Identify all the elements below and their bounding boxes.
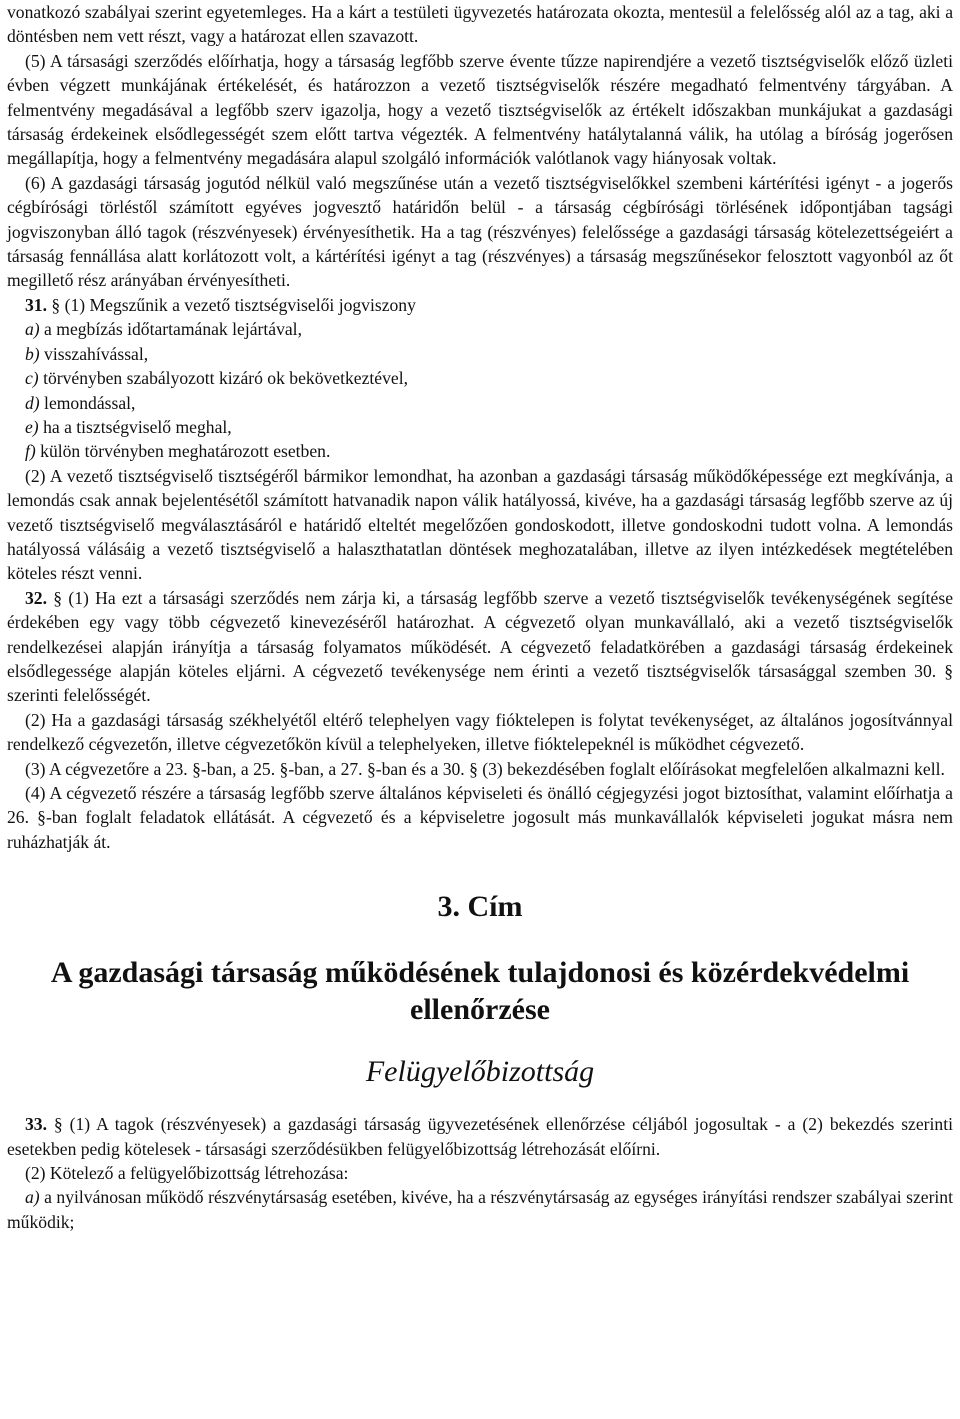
paragraph-31-2: (2) A vezető tisztségviselő tisztségéről bármikor lemondhat, ha azonban a gazdasági társaság működőképessége ezt megkívánja, a lemondás csak annak bejelentésétől számított hatvanadik napon válik hatályossá, kivéve, ha a gazdasági társaság legfőbb szerve az új vezető tisztségviselő megválasztásáról e határidő elteltét megelőzően gondoskodott, illetve gondoskodni tudott volna. A lemondás hatályossá válásáig a vezető tisztségviselő a halaszthatatlan döntések meghozatalában, illetve az ilyen intézkedések megtételében köteles részt venni.	[7, 465, 953, 584]
section-32-1	[7, 586, 953, 708]
list-item	[25, 415, 953, 439]
list-item	[25, 317, 953, 341]
subchapter-heading: Felügyelőbizottság	[365, 1055, 595, 1089]
list-item	[25, 342, 953, 366]
paragraph-30-5: (5) A társasági szerződés előírhatja, hogy a társaság legfőbb szerve évente tűzze napirendjére a vezető tisztségviselők előző üzleti évben végzett munkájának értékelését, és határozzon a vezető tisztségviselők részére megadható felmentvény tárgyában. A felmentvény megadásával a legfőbb szerv igazolja, hogy a vezető tisztségviselők az értékelt időszakban munkájukat a gazdasági társaság érdekeinek elsődlegességét szem előtt tartva végezték. A felmentvény hatálytalanná válik, ha utólag a bíróság jogerősen megállapítja, hogy a felmentvény megadására alapul szolgáló információk valótlanok vagy hiányosak voltak.	[7, 50, 953, 169]
section-32-1-text: § (1) Ha ezt a társasági szerződés nem zárja ki, a társaság legfőbb szerve a vezető tisztségviselők tevékenységének segítése érdekében egy vagy több cégvezető kinevezéséről határozhat. A cégvezető olyan munkavállaló, aki a vezető tisztségviselők rendelkezései alapján irányítja a társaság folyamatos működését. A cégvezető feladatkörében a gazdasági társaság érdekeinek elsődlegessége alapján köteles eljárni. A cégvezető tevékenysége nem érinti a vezető tisztségviselők társasággal szemben 30. § szerinti felelősségét.	[7, 587, 953, 706]
chapter-number-heading: 3. Cím	[437, 890, 523, 924]
paragraph-intro: vonatkozó szabályai szerint egyetemleges. Ha a kárt a testületi ügyvezetés határozata okozta, mentesül a felelősség alól az a tag, aki a döntésben nem vett részt, vagy a határozat ellen szavazott.	[7, 2, 953, 47]
paragraph-32-3: (3) A cégvezetőre a 23. §-ban, a 25. §-ban, a 27. §-ban és a 30. § (3) bekezdésében foglalt előírásokat megfelelően alkalmazni kell.	[25, 758, 945, 779]
list-marker: f)	[25, 441, 36, 462]
section-number: 33.	[25, 1114, 47, 1135]
section-31-lead-text: § (1) Megszűnik a vezető tisztségviselői jogviszony	[47, 294, 416, 315]
paragraph-32-2: (2) Ha a gazdasági társaság székhelyétől eltérő telephelyen vagy fióktelepen is folytat tevékenységet, az általános jogosítvánnyal rendelkező cégvezetőn, illetve cégvezetőkön kívül a telephelyeken, illetve fióktelepeknél is működhet cégvezető.	[7, 709, 953, 755]
section-31-lead	[7, 293, 953, 317]
list-item-text: lemondással,	[39, 392, 136, 413]
list-item	[25, 439, 953, 463]
paragraph-32-4: (4) A cégvezető részére a társaság legfőbb szerve általános képviseleti és önálló cégjegyzési jogot biztosíthat, valamint előírhatja a 26. §-ban foglalt feladatok ellátását. A cégvezető és a képviseletre jogosult más munkavállalók képviseleti jogukat másra nem ruházhatják át.	[7, 783, 953, 852]
list-marker: c)	[25, 368, 39, 389]
list-marker: b)	[25, 343, 40, 364]
list-item	[25, 391, 953, 415]
list-item-text: ha a tisztségviselő meghal,	[38, 416, 232, 437]
paragraph-30-6: (6) A gazdasági társaság jogutód nélkül való megszűnése után a vezető tisztségviselőkkel szembeni kártérítési igényt - a jogerős cégbírósági törléstől számított egyéves jogvesztő határidőn belül - a társaság cégbírósági törlésének időpontjában tagsági jogviszonyban álló tagok (részvényesek) érvényesíthetik. Ha a tag (részvényes) felelőssége a gazdasági társaság kötelezettségeiért a társaság fennállása alatt korlátozott volt, a kártérítési igényt a tag (részvényes) a társaság megszűnésekor felosztott vagyonból az őt megillető rész arányában érvényesítheti.	[7, 172, 953, 291]
list-item-text: visszahívással,	[39, 343, 149, 364]
document-page	[7, 0, 953, 1234]
list-marker: d)	[25, 392, 40, 413]
section-33-1	[7, 1112, 953, 1161]
chapter-title-heading: A gazdasági társaság működésének tulajdonosi és közérdekvédelmi ellenőrzése	[50, 956, 910, 1027]
paragraph-33-2: (2) Kötelező a felügyelőbizottság létrehozása:	[25, 1163, 349, 1184]
section-number: 32.	[25, 587, 47, 608]
list-marker: a)	[25, 319, 40, 340]
section-33-1-text: § (1) A tagok (részvényesek) a gazdasági társaság ügyvezetésének ellenőrzése céljából jogosultak - a (2) bekezdés szerinti esetekben pedig kötelesek - társasági szerződésükben felügyelőbizottság létrehozását előírni.	[7, 1114, 953, 1159]
list-item-text: külön törvényben meghatározott esetben.	[35, 441, 331, 462]
list-marker: e)	[25, 416, 39, 437]
list-item	[7, 1185, 953, 1234]
section-number: 31.	[25, 294, 47, 315]
list-item-text: törvényben szabályozott kizáró ok bekövetkeztével,	[38, 368, 408, 389]
list-marker: a)	[25, 1187, 40, 1208]
list-item-text: a nyilvánosan működő részvénytársaság esetében, kivéve, ha a részvénytársaság az egységes irányítási rendszer szabályai szerint működik;	[7, 1187, 953, 1232]
list-item-text: a megbízás időtartamának lejártával,	[39, 319, 302, 340]
list-item	[25, 366, 953, 390]
